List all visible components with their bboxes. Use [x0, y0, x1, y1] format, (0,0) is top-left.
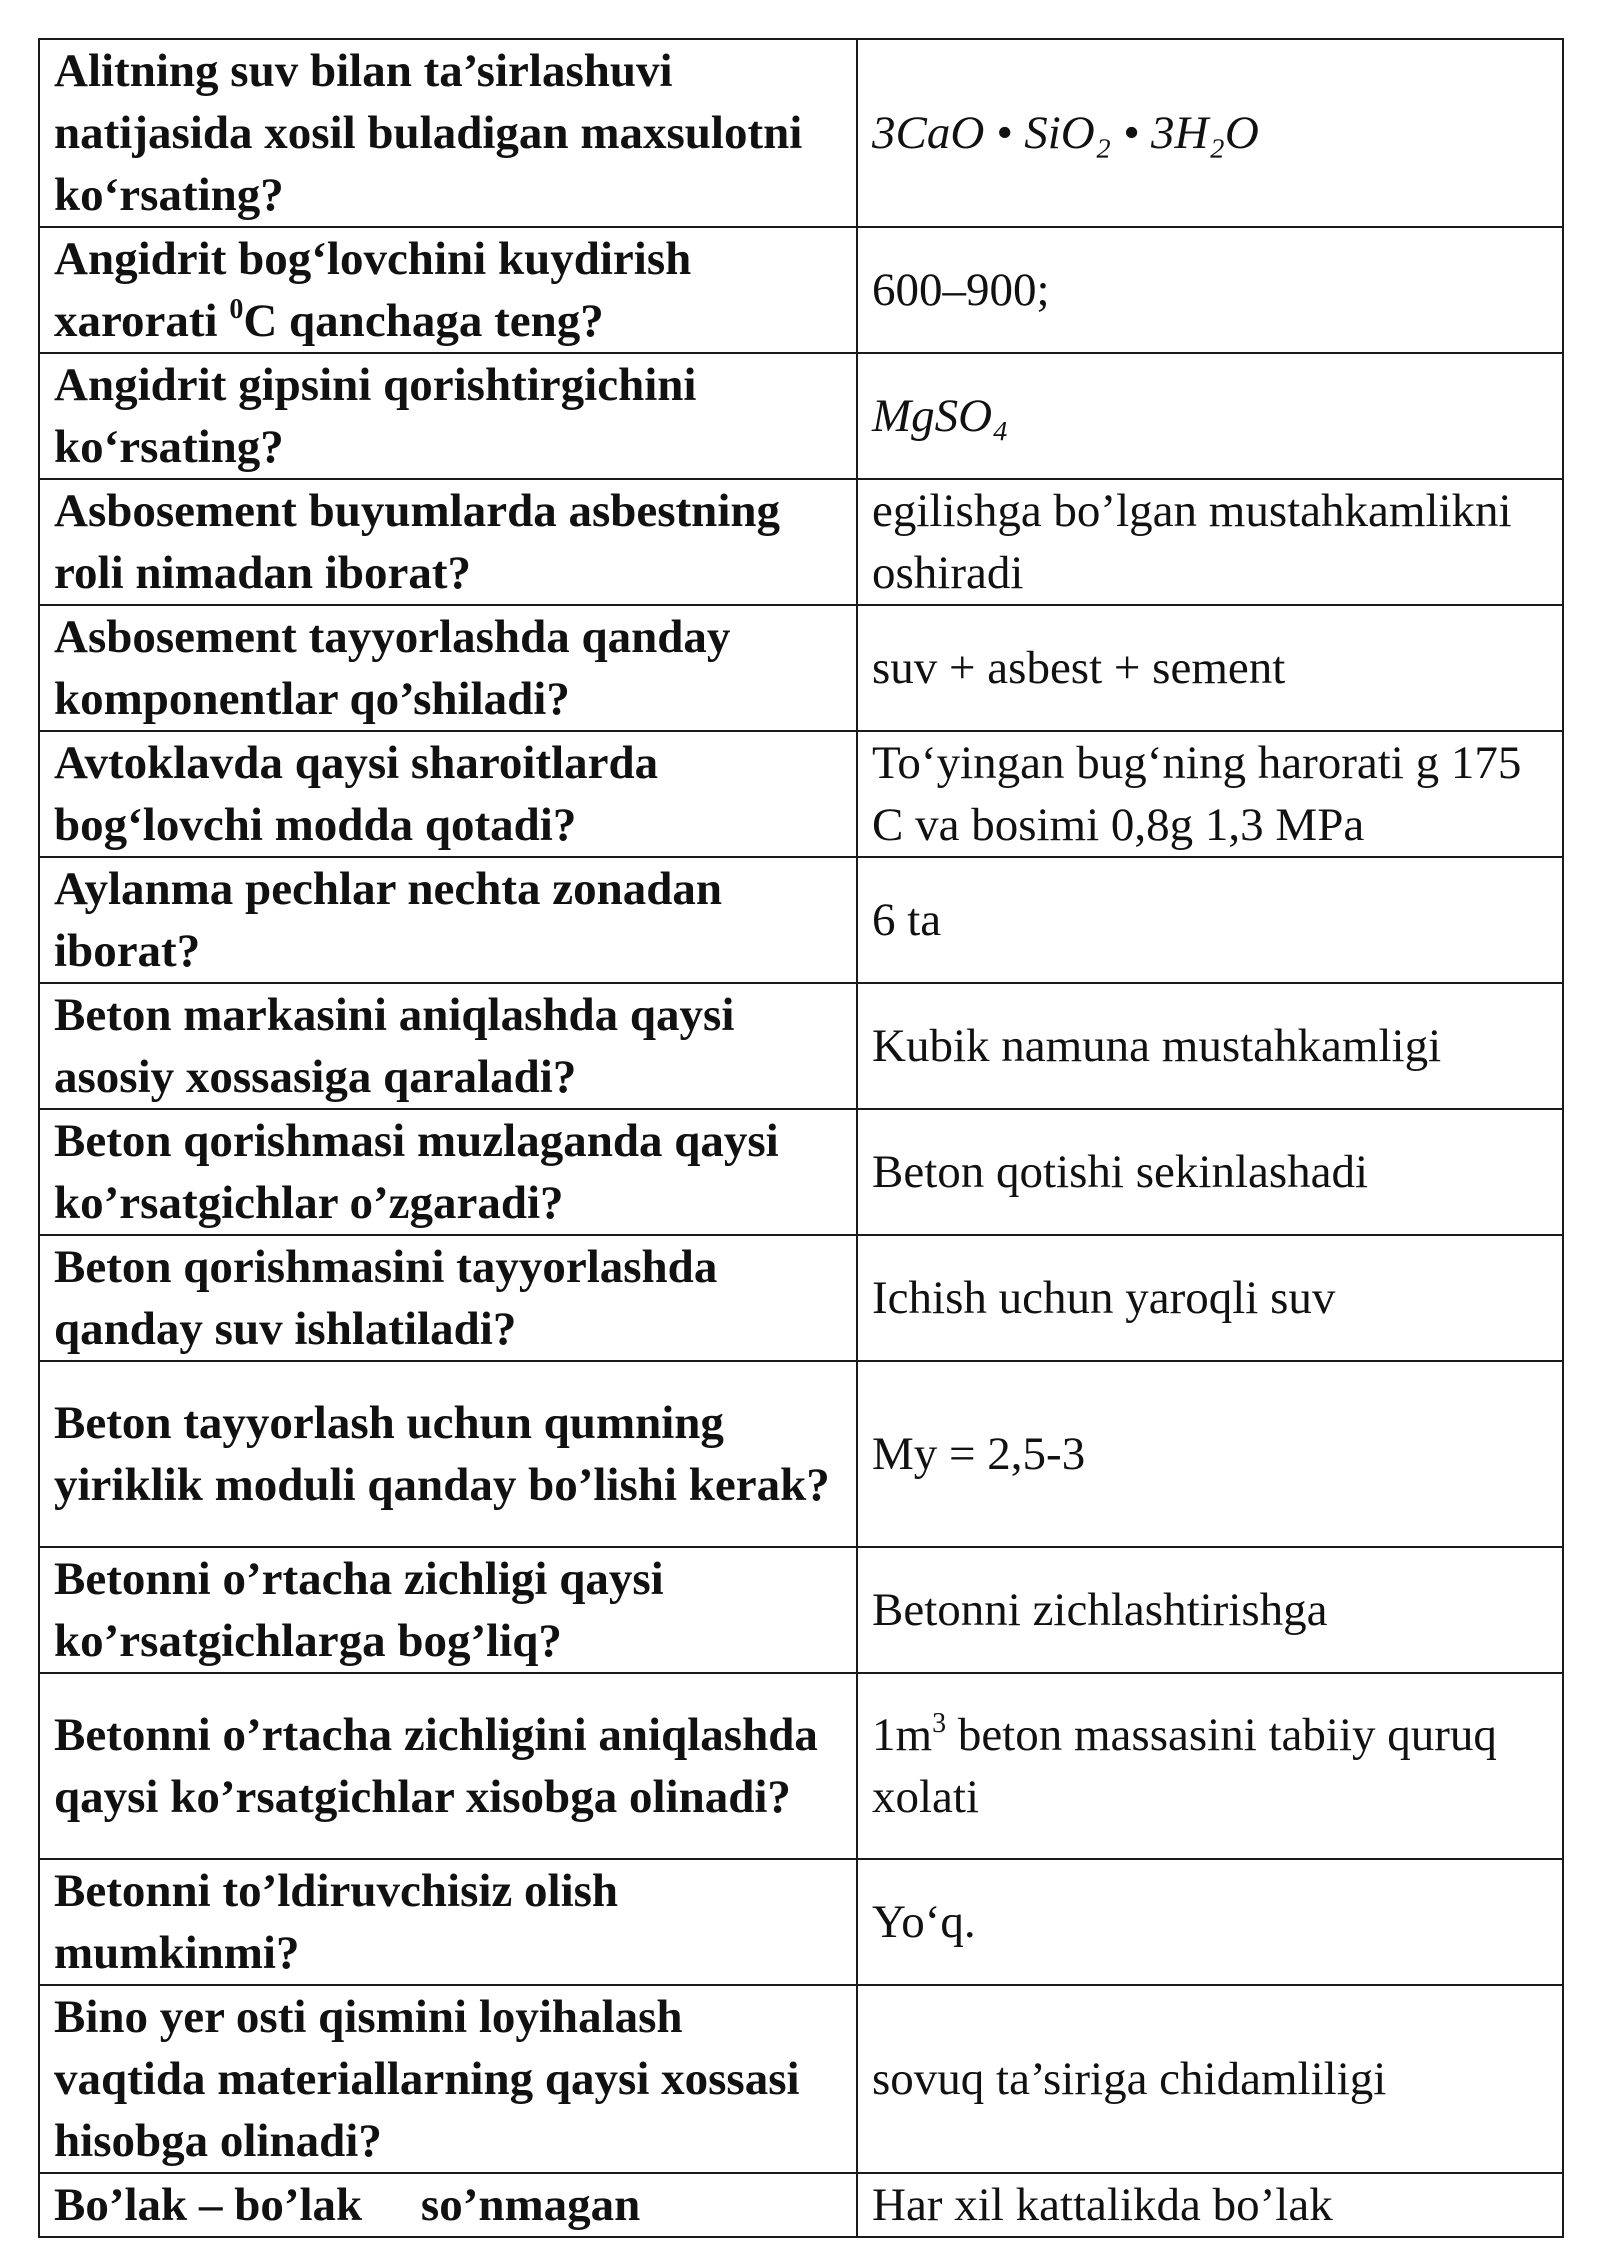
question-text: C qanchaga teng?	[243, 295, 604, 347]
table-row	[39, 1547, 1563, 1673]
question-text: Angidrit bog‘lovchini kuydirish xarorati	[54, 233, 692, 347]
qa-table	[38, 38, 1564, 2238]
answer-cell: My = 2,5-3	[857, 1361, 1563, 1547]
table-row	[39, 983, 1563, 1109]
table-row	[39, 353, 1563, 479]
question-cell: Betonni to’ldiruvchisiz olish mumkinmi?	[39, 1859, 857, 1985]
question-cell: Bino yer osti qismini loyihalash vaqtida materiallarning qaysi xossasi hisobga olinadi?	[39, 1985, 857, 2173]
question-cell: Aylanma pechlar nechta zonadan iborat?	[39, 857, 857, 983]
question-cell: Avtoklavda qaysi sharoitlarda bog‘lovchi modda qotadi?	[39, 731, 857, 857]
answer-cell: Beton qotishi sekinlashadi	[857, 1109, 1563, 1235]
answer-cell	[857, 353, 1563, 479]
table-row	[39, 39, 1563, 227]
chemical-formula: 3CaO • SiO₂ • 3H₂O	[872, 107, 1259, 159]
table-row	[39, 1109, 1563, 1235]
answer-cell: To‘yingan bug‘ning harorati g 175 C va bosimi 0,8g 1,3 MPa	[857, 731, 1563, 857]
table-row	[39, 227, 1563, 353]
answer-text: beton massasini tabiiy quruq xolati	[872, 1709, 1497, 1823]
answer-cell: Betonni zichlashtirishga	[857, 1547, 1563, 1673]
question-cell: Asbosement buyumlarda asbestning roli nimadan iborat?	[39, 479, 857, 605]
answer-text: 1m	[872, 1709, 933, 1761]
answer-cell: Har xil kattalikda bo’lak	[857, 2173, 1563, 2237]
table-row	[39, 2173, 1563, 2237]
question-cell: Betonni o’rtacha zichligini aniqlashda qaysi ko’rsatgichlar xisobga olinadi?	[39, 1673, 857, 1859]
qa-table-body	[39, 39, 1563, 2237]
answer-cell: suv + asbest + sement	[857, 605, 1563, 731]
question-cell: Beton qorishmasi muzlaganda qaysi ko’rsatgichlar o’zgaradi?	[39, 1109, 857, 1235]
answer-cell: Kubik namuna mustahkamligi	[857, 983, 1563, 1109]
table-row	[39, 1673, 1563, 1859]
answer-cell: 6 ta	[857, 857, 1563, 983]
cubic-superscript: 3	[932, 1708, 947, 1739]
question-cell: Beton tayyorlash uchun qumning yiriklik moduli qanday bo’lishi kerak?	[39, 1361, 857, 1547]
table-row	[39, 605, 1563, 731]
answer-cell: sovuq ta’siriga chidamliligi	[857, 1985, 1563, 2173]
answer-cell	[857, 39, 1563, 227]
table-row	[39, 857, 1563, 983]
question-cell: Bo’lak – bo’lak so’nmagan	[39, 2173, 857, 2237]
answer-cell	[857, 1673, 1563, 1859]
answer-cell: Ichish uchun yaroqli suv	[857, 1235, 1563, 1361]
question-cell	[39, 227, 857, 353]
table-row	[39, 1859, 1563, 1985]
question-cell: Betonni o’rtacha zichligi qaysi ko’rsatgichlarga bog’liq?	[39, 1547, 857, 1673]
table-row	[39, 1985, 1563, 2173]
answer-cell: Yo‘q.	[857, 1859, 1563, 1985]
question-cell: Beton qorishmasini tayyorlashda qanday suv ishlatiladi?	[39, 1235, 857, 1361]
question-cell: Alitning suv bilan ta’sirlashuvi natijasida xosil buladigan maxsulotni ko‘rsating?	[39, 39, 857, 227]
answer-cell: 600–900;	[857, 227, 1563, 353]
degree-superscript: 0	[229, 294, 244, 325]
table-row	[39, 731, 1563, 857]
table-row	[39, 479, 1563, 605]
question-cell: Beton markasini aniqlashda qaysi asosiy xossasiga qaraladi?	[39, 983, 857, 1109]
question-cell: Asbosement tayyorlashda qanday komponentlar qo’shiladi?	[39, 605, 857, 731]
chemical-formula: MgSO₄	[872, 390, 1009, 442]
table-row	[39, 1361, 1563, 1547]
answer-cell: egilishga bo’lgan mustahkamlikni oshiradi	[857, 479, 1563, 605]
table-row	[39, 1235, 1563, 1361]
question-cell: Angidrit gipsini qorishtirgichini ko‘rsating?	[39, 353, 857, 479]
